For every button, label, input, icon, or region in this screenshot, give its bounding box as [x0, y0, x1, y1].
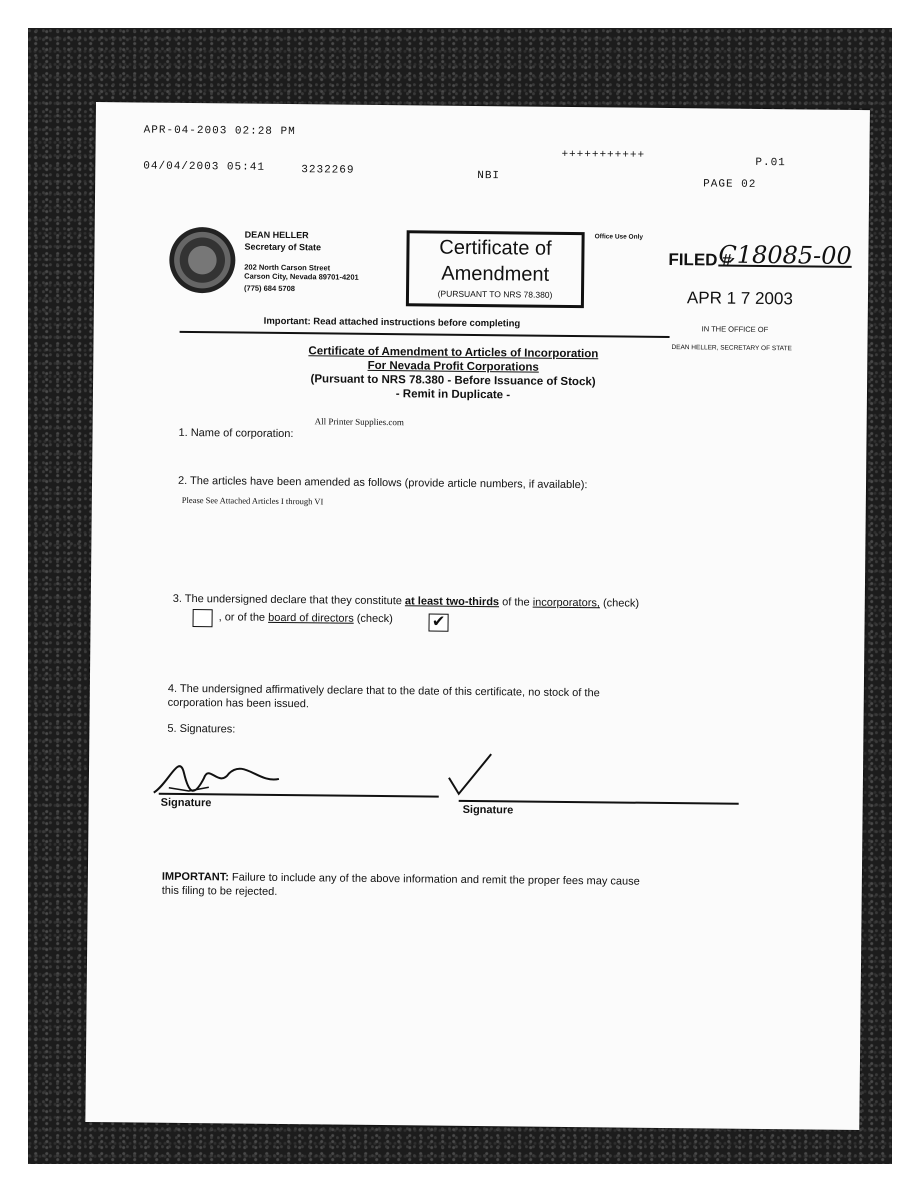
- cert-subtitle: (PURSUANT TO NRS 78.380): [437, 288, 553, 300]
- document-page: [85, 102, 870, 1130]
- secretary-title: Secretary of State: [244, 241, 322, 253]
- certificate-title-box: [406, 230, 585, 308]
- no-stock-line-1: 4. The undersigned affirmatively declare that to the date of this certificate, no stock of the: [167, 682, 600, 700]
- cert-title-line2: Amendment: [441, 262, 550, 286]
- cert-title-line1: Certificate of: [439, 236, 552, 260]
- no-stock-line-2: corporation has been issued.: [167, 696, 310, 711]
- fax-page-label: PAGE 02: [703, 178, 757, 191]
- heading-line3: (Pursuant to NRS 78.380 - Before Issuance of Stock): [310, 373, 596, 389]
- secretary-name: DEAN HELLER: [244, 229, 309, 241]
- office-address-2: Carson City, Nevada 89701-4201: [244, 271, 359, 282]
- filing-office-label: IN THE OFFICE OF: [701, 324, 769, 335]
- office-use-label: Office Use Only: [594, 233, 644, 241]
- heading-line1: Certificate of Amendment to Articles of Incorporation: [308, 345, 599, 361]
- signature-label-right: Signature: [462, 803, 514, 817]
- declaration-line-1: 3. The undersigned declare that they constitute at least two-thirds of the incorporators, (check): [172, 592, 640, 610]
- state-seal-icon: [169, 227, 236, 294]
- incorporators-checkbox[interactable]: [193, 609, 213, 627]
- filed-number: C18085-00: [718, 240, 852, 270]
- corporation-name-value: All Printer Supplies.com: [314, 416, 404, 428]
- heading-line4: - Remit in Duplicate -: [395, 388, 511, 402]
- office-phone: (775) 684 5708: [244, 283, 295, 294]
- footer-important-line-2: this filing to be rejected.: [161, 884, 278, 898]
- office-address-1: 202 North Carson Street: [244, 262, 331, 273]
- signature-right-checkmark: [445, 750, 506, 801]
- fax-line2-number: 3232269: [301, 164, 355, 177]
- signature-label-left: Signature: [160, 796, 212, 810]
- form-heading: [243, 344, 664, 404]
- fax-timestamp: APR-04-2003 02:28 PM: [143, 124, 296, 139]
- fax-line2-date: 04/04/2003 05:41: [143, 160, 266, 174]
- fax-line2-code: NBI: [477, 169, 501, 183]
- important-instructions: Important: Read attached instructions before completing: [263, 315, 521, 330]
- fax-stars: +++++++++++: [561, 148, 646, 162]
- fax-page-ref: P.01: [755, 156, 786, 170]
- filed-label: FILED #: [668, 250, 732, 270]
- directors-checkbox[interactable]: ✔: [428, 614, 448, 632]
- header-divider: [180, 331, 670, 338]
- declaration-line-2: , or of the board of directors (check): [218, 611, 393, 626]
- filing-secretary: DEAN HELLER, SECRETARY OF STATE: [671, 344, 792, 353]
- signatures-label: 5. Signatures:: [167, 722, 236, 736]
- articles-amended-label: 2. The articles have been amended as follows (provide article numbers, if available):: [177, 474, 588, 492]
- filed-date: APR 1 7 2003: [686, 288, 793, 309]
- footer-important-line-1: IMPORTANT: Failure to include any of the above information and remit the proper fees may cause: [161, 870, 640, 888]
- heading-line2: For Nevada Profit Corporations: [367, 359, 539, 374]
- corporation-name-label: 1. Name of corporation:: [178, 426, 294, 441]
- articles-amended-value: Please See Attached Articles I through VI: [181, 494, 324, 507]
